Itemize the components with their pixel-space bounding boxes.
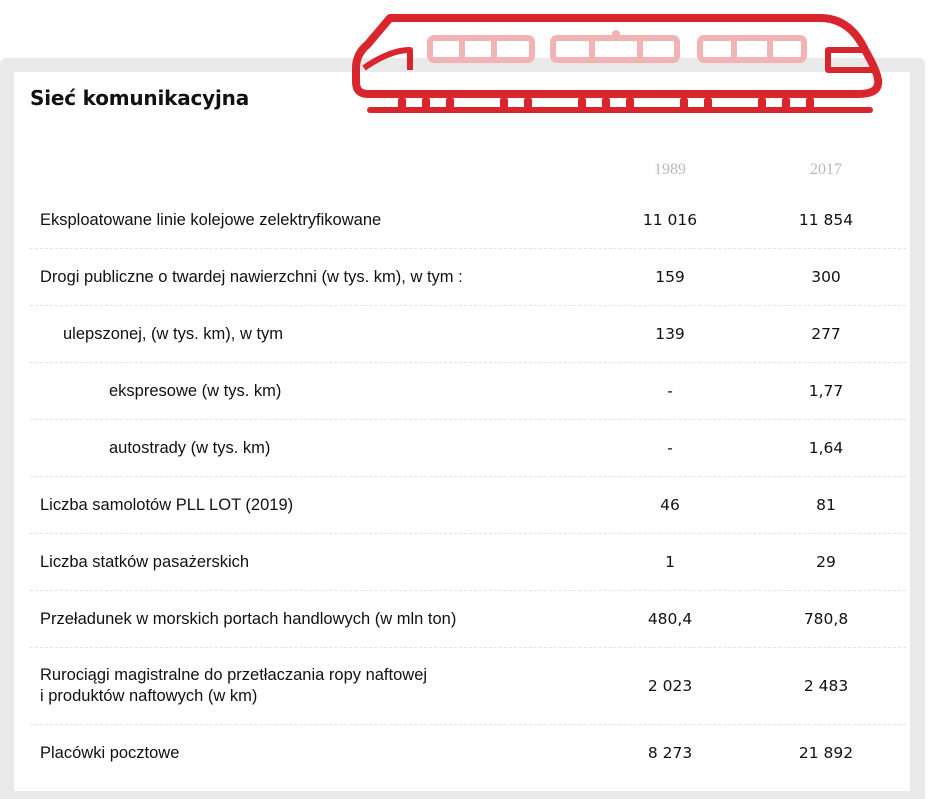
- row-label: Liczba samolotów PLL LOT (2019): [40, 495, 294, 514]
- value-1989: 480,4: [647, 610, 693, 628]
- row-label: Eksploatowane linie kolejowe zelektryfikowane: [40, 210, 382, 229]
- row-label: ekspresowe (w tys. km): [109, 381, 282, 400]
- value-1989: -: [667, 439, 673, 457]
- table-row: [30, 306, 906, 363]
- value-2017: 1,64: [808, 439, 844, 457]
- column-header-2017: 2017: [810, 161, 842, 178]
- table-row: [30, 648, 906, 725]
- value-2017: 780,8: [803, 610, 849, 628]
- value-1989: 46: [660, 496, 680, 514]
- value-1989: 159: [655, 268, 685, 286]
- row-label: Liczba statków pasażerskich: [40, 552, 250, 571]
- row-label: autostrady (w tys. km): [109, 438, 271, 457]
- value-2017: 1,77: [808, 382, 844, 400]
- value-2017: 81: [816, 496, 836, 514]
- row-label-line-2: i produktów naftowych (w km): [40, 687, 258, 705]
- value-2017: 11 854: [798, 211, 854, 229]
- row-label: [30, 665, 620, 707]
- table-row: [30, 363, 906, 420]
- table-row: [30, 249, 906, 306]
- row-label: Drogi publiczne o twardej nawierzchni (w tys. km), w tym :: [40, 267, 463, 286]
- train-icon: [350, 10, 885, 118]
- table-row: [30, 192, 906, 249]
- value-1989: 1: [665, 553, 675, 571]
- table-row: [30, 591, 906, 648]
- row-label: Placówki pocztowe: [40, 743, 180, 762]
- value-2017: 21 892: [798, 744, 854, 762]
- table-row: [30, 534, 906, 591]
- table-row: [30, 477, 906, 534]
- value-1989: -: [667, 382, 673, 400]
- row-label-line-1: Rurociągi magistralne do przetłaczania ropy naftowej: [40, 666, 428, 684]
- value-2017: 300: [811, 268, 841, 286]
- table-row: [30, 725, 906, 781]
- value-1989: 11 016: [642, 211, 698, 229]
- value-2017: 2 483: [803, 677, 849, 695]
- data-table: [30, 192, 906, 781]
- value-2017: 277: [811, 325, 841, 343]
- value-1989: 139: [655, 325, 685, 343]
- row-label: Przeładunek w morskich portach handlowych (w mln ton): [40, 609, 457, 628]
- value-2017: 29: [816, 553, 836, 571]
- column-header-1989: 1989: [654, 161, 686, 178]
- value-1989: 8 273: [647, 744, 693, 762]
- table-row: [30, 420, 906, 477]
- row-label: ulepszonej, (w tys. km), w tym: [63, 324, 284, 343]
- page-title: Sieć komunikacyjna: [30, 86, 249, 110]
- value-1989: 2 023: [647, 677, 693, 695]
